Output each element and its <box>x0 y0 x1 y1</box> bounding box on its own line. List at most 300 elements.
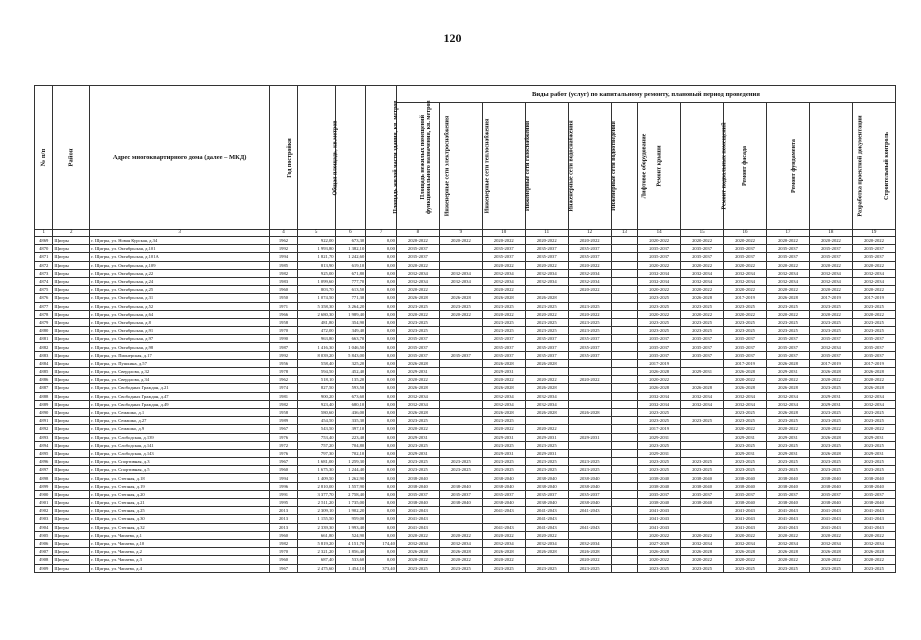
table-cell: г. Щигры, ул. Октябрьская, д.64 <box>90 310 270 318</box>
table-cell: 2035-2037 <box>568 351 611 359</box>
table-cell: 1987 <box>270 343 298 351</box>
table-cell: 2026-2028 <box>809 548 852 556</box>
table-cell: 2035-2037 <box>568 245 611 253</box>
table-cell: 2020-2022 <box>638 556 681 564</box>
table-cell: 2023-2025 <box>766 327 809 335</box>
column-number-cell: 16 <box>724 230 767 237</box>
table-cell: 2020-2022 <box>681 310 724 318</box>
table-cell: 757,20 <box>297 441 335 449</box>
table-cell: 2035-2037 <box>638 335 681 343</box>
table-cell: 2035-2037 <box>568 253 611 261</box>
table-cell: 2023-2025 <box>681 417 724 425</box>
table-cell <box>611 433 638 441</box>
table-cell: Щигры <box>53 433 90 441</box>
table-cell <box>611 564 638 572</box>
table-cell: 4872 <box>35 261 53 269</box>
table-cell: г. Щигры, ул. Спортивная, д.5 <box>90 466 270 474</box>
table-cell: 1962 <box>270 237 298 245</box>
table-cell: 2023-2025 <box>724 327 767 335</box>
table-cell: 2020-2022 <box>766 531 809 539</box>
table-row <box>35 253 896 261</box>
table-cell: 2035-2037 <box>852 343 895 351</box>
table-cell: 4880 <box>35 327 53 335</box>
table-cell: 2 475,60 <box>297 564 335 572</box>
header-work-type: Ремонт крыши <box>638 103 681 230</box>
table-cell <box>525 286 568 294</box>
table-cell: 1985 <box>270 261 298 269</box>
table-cell: 2023-2025 <box>568 318 611 326</box>
table-cell: 2035-2037 <box>852 490 895 498</box>
table-cell <box>439 408 482 416</box>
table-cell: 2038-2040 <box>681 499 724 507</box>
table-cell: 2023-2025 <box>482 302 525 310</box>
table-cell: 2026-2028 <box>724 384 767 392</box>
table-cell: Щигры <box>53 441 90 449</box>
table-cell: г. Щигры, ул. Свободных Граждан, д.49 <box>90 400 270 408</box>
table-cell <box>568 515 611 523</box>
table-cell: Щигры <box>53 245 90 253</box>
table-cell: 777,70 <box>335 277 366 285</box>
table-row <box>35 351 896 359</box>
table-cell: 2029-2031 <box>766 449 809 457</box>
table-cell: 2029-2031 <box>396 449 439 457</box>
table-cell: 2023-2025 <box>439 458 482 466</box>
table-cell: 2023-2025 <box>638 294 681 302</box>
header-number: № п/п <box>35 86 53 230</box>
table-cell: 2035-2037 <box>681 343 724 351</box>
table-cell: 2041-2043 <box>809 515 852 523</box>
table-cell: 2020-2022 <box>525 261 568 269</box>
table-cell: 0,00 <box>366 310 397 318</box>
table-cell: 2023-2025 <box>681 302 724 310</box>
table-cell: 2023-2025 <box>681 564 724 572</box>
table-row <box>35 466 896 474</box>
table-cell: 2013 <box>270 523 298 531</box>
table-cell: 2032-2034 <box>809 269 852 277</box>
table-cell: 2017-2019 <box>852 294 895 302</box>
table-cell: 2032-2034 <box>396 539 439 547</box>
table-cell: 2020-2022 <box>482 237 525 245</box>
table-cell: 3 264,20 <box>335 302 366 310</box>
table-cell: 2038-2040 <box>809 474 852 482</box>
table-cell: 1971 <box>270 302 298 310</box>
table-cell: 2032-2034 <box>396 392 439 400</box>
header-total-area: Общая площадь, кв.метров <box>297 86 335 230</box>
column-number-cell: 9 <box>439 230 482 237</box>
column-number-cell: 1 <box>35 230 53 237</box>
table-cell: 2029-2031 <box>852 433 895 441</box>
table-cell: 2032-2034 <box>525 400 568 408</box>
table-cell: г. Щигры, ул. Степная, д.18 <box>90 474 270 482</box>
header-work-type: Инженерные сети газоснабжения <box>482 103 525 230</box>
table-cell: 0,00 <box>366 368 397 376</box>
table-cell: 2041-2043 <box>482 523 525 531</box>
table-cell: 2032-2034 <box>525 392 568 400</box>
table-cell: 2023-2025 <box>568 564 611 572</box>
table-cell: г. Щигры, ул. Чапаева, д.2 <box>90 548 270 556</box>
table-cell: 2020-2022 <box>396 261 439 269</box>
table-cell: 2038-2040 <box>396 482 439 490</box>
table-cell: 2023-2025 <box>638 327 681 335</box>
table-cell: 2020-2022 <box>766 425 809 433</box>
table-cell: 2020-2022 <box>724 286 767 294</box>
table-cell: 2023-2025 <box>809 441 852 449</box>
table-cell: Щигры <box>53 327 90 335</box>
table-cell: Щигры <box>53 343 90 351</box>
table-cell <box>611 237 638 245</box>
column-number-cell: 4 <box>270 230 298 237</box>
table-cell: 2032-2034 <box>396 269 439 277</box>
table-row <box>35 499 896 507</box>
table-cell: 2038-2040 <box>439 499 482 507</box>
table-cell: 4906 <box>35 539 53 547</box>
table-cell: г. Щигры, ул. Октябрьская, д.98 <box>90 343 270 351</box>
table-cell: 4877 <box>35 302 53 310</box>
table-cell: 2023-2025 <box>525 327 568 335</box>
table-cell: 2035-2037 <box>439 351 482 359</box>
table-cell: 349,40 <box>335 327 366 335</box>
table-cell: 2026-2028 <box>396 548 439 556</box>
table-cell <box>611 548 638 556</box>
table-cell: 813,90 <box>297 261 335 269</box>
table-cell: 2020-2022 <box>482 376 525 384</box>
table-cell: г. Щигры, ул. Октябрьская, д.101 <box>90 245 270 253</box>
table-cell: 2023-2025 <box>809 327 852 335</box>
table-cell: 2026-2028 <box>766 359 809 367</box>
table-cell: 2023-2025 <box>852 458 895 466</box>
table-cell: 2020-2022 <box>852 531 895 539</box>
table-cell: 619,10 <box>335 261 366 269</box>
table-cell: 2029-2031 <box>766 368 809 376</box>
table-cell: 2032-2034 <box>809 277 852 285</box>
table-cell: 1960 <box>270 286 298 294</box>
table-cell: 2038-2040 <box>766 499 809 507</box>
table-cell: 593,50 <box>335 384 366 392</box>
table-cell: 2023-2025 <box>852 327 895 335</box>
table-cell: 2020-2022 <box>525 376 568 384</box>
table-cell <box>439 474 482 482</box>
table-cell: 4905 <box>35 531 53 539</box>
table-cell: 2038-2040 <box>525 482 568 490</box>
table-cell: 4907 <box>35 548 53 556</box>
table-cell: 1 155,50 <box>297 515 335 523</box>
table-cell: г. Щигры, ул. Чапаева, д.10 <box>90 539 270 547</box>
table-cell: 2020-2022 <box>568 237 611 245</box>
table-cell: 2020-2022 <box>724 556 767 564</box>
table-row <box>35 441 896 449</box>
table-cell: 2026-2028 <box>525 384 568 392</box>
table-cell <box>568 294 611 302</box>
table-cell: 2023-2025 <box>724 417 767 425</box>
table-row <box>35 286 896 294</box>
table-cell: 2026-2028 <box>396 408 439 416</box>
table-cell: Щигры <box>53 253 90 261</box>
table-cell: 2023-2025 <box>638 564 681 572</box>
table-cell: 2020-2022 <box>525 310 568 318</box>
table-cell: 2035-2037 <box>681 335 724 343</box>
table-cell: 2023-2025 <box>638 466 681 474</box>
table-cell: 2020-2022 <box>638 376 681 384</box>
table-cell: 1 821,70 <box>297 253 335 261</box>
table-row <box>35 294 896 302</box>
table-cell: 923,40 <box>297 400 335 408</box>
table-cell: 2035-2037 <box>525 351 568 359</box>
table-cell: 2032-2034 <box>724 269 767 277</box>
table-cell: 2032-2034 <box>681 392 724 400</box>
column-number-cell: 14 <box>638 230 681 237</box>
table-cell: 2029-2031 <box>482 449 525 457</box>
table-cell: 2020-2022 <box>852 286 895 294</box>
table-cell: г. Щигры, ул. Степная, д.25 <box>90 507 270 515</box>
table-cell: 2 680,30 <box>297 310 335 318</box>
table-cell: 1 099,60 <box>297 277 335 285</box>
table-cell <box>439 384 482 392</box>
column-number-cell: 8 <box>396 230 439 237</box>
table-row <box>35 425 896 433</box>
table-cell: 1994 <box>270 474 298 482</box>
table-cell: 2020-2022 <box>766 237 809 245</box>
table-row <box>35 449 896 457</box>
table-cell <box>681 359 724 367</box>
table-cell <box>439 376 482 384</box>
table-cell: Щигры <box>53 400 90 408</box>
table-cell: 174,40 <box>366 539 397 547</box>
table-cell: 4876 <box>35 294 53 302</box>
table-cell: 2038-2040 <box>482 499 525 507</box>
table-cell <box>439 449 482 457</box>
table-cell: 2035-2037 <box>525 245 568 253</box>
table-cell: 4900 <box>35 490 53 498</box>
table-cell: 454,50 <box>297 417 335 425</box>
table-cell: 4885 <box>35 368 53 376</box>
table-cell: 1 416,30 <box>297 343 335 351</box>
table-cell: 2041-2043 <box>525 523 568 531</box>
table-cell: 1956 <box>270 359 298 367</box>
column-number-cell: 13 <box>611 230 638 237</box>
table-cell: Щигры <box>53 556 90 564</box>
table-cell: 2023-2025 <box>568 327 611 335</box>
table-cell: 2038-2040 <box>681 482 724 490</box>
table-cell: 4891 <box>35 417 53 425</box>
header-work-type: Ремонт фасада <box>724 103 767 230</box>
table-cell: 4909 <box>35 564 53 572</box>
table-row <box>35 368 896 376</box>
table-cell: 2035-2037 <box>766 351 809 359</box>
table-cell: 2032-2034 <box>852 392 895 400</box>
table-cell: 0,00 <box>366 433 397 441</box>
table-row <box>35 482 896 490</box>
table-cell: 2026-2028 <box>766 384 809 392</box>
table-cell: 2038-2040 <box>396 474 439 482</box>
table-cell <box>439 523 482 531</box>
table-cell <box>611 539 638 547</box>
table-cell: г. Щигры, ул. Слободская, д.139 <box>90 433 270 441</box>
table-cell <box>611 302 638 310</box>
table-cell: 2023-2025 <box>638 408 681 416</box>
table-cell: 2023-2025 <box>396 327 439 335</box>
table-cell: г. Щигры, ул. Степная, д.19 <box>90 482 270 490</box>
table-cell: 2020-2022 <box>809 556 852 564</box>
table-cell: 2023-2025 <box>766 417 809 425</box>
table-row <box>35 523 896 531</box>
table-cell: 0,00 <box>366 548 397 556</box>
table-cell: 0,00 <box>366 261 397 269</box>
table-cell: г. Щигры, ул. Пушкина, д.57 <box>90 359 270 367</box>
table-cell: 2032-2034 <box>638 392 681 400</box>
table-cell: 2020-2022 <box>724 237 767 245</box>
table-cell: 2020-2022 <box>852 310 895 318</box>
table-cell: 1992 <box>270 245 298 253</box>
table-cell: 2026-2028 <box>396 384 439 392</box>
table-row <box>35 269 896 277</box>
table-cell: 0,00 <box>366 335 397 343</box>
table-cell: 2017-2019 <box>724 359 767 367</box>
table-cell: 2038-2040 <box>809 482 852 490</box>
table-cell: 2023-2025 <box>525 318 568 326</box>
table-cell: 2023-2025 <box>638 302 681 310</box>
table-cell: 1972 <box>270 441 298 449</box>
table-cell: 2020-2022 <box>766 310 809 318</box>
table-cell: 2020-2022 <box>568 310 611 318</box>
table-cell: 2023-2025 <box>852 408 895 416</box>
table-cell: 2026-2028 <box>525 548 568 556</box>
table-cell <box>611 507 638 515</box>
table-cell: 2035-2037 <box>482 490 525 498</box>
table-cell: 2023-2025 <box>525 458 568 466</box>
table-cell: 2038-2040 <box>681 474 724 482</box>
table-row <box>35 417 896 425</box>
table-cell: 702,10 <box>335 449 366 457</box>
table-row <box>35 548 896 556</box>
table-row <box>35 400 896 408</box>
table-cell: 0,00 <box>366 253 397 261</box>
table-cell: 2038-2040 <box>482 474 525 482</box>
column-number-cell: 10 <box>482 230 525 237</box>
table-cell: Щигры <box>53 523 90 531</box>
table-cell: 2029-2031 <box>852 449 895 457</box>
table-cell: 2035-2037 <box>809 253 852 261</box>
table-cell: Щигры <box>53 376 90 384</box>
table-cell: 1 242,60 <box>335 253 366 261</box>
table-row <box>35 261 896 269</box>
table-cell <box>439 368 482 376</box>
table-cell <box>439 441 482 449</box>
table-cell: 4904 <box>35 523 53 531</box>
table-row <box>35 302 896 310</box>
table-cell: 2020-2022 <box>396 531 439 539</box>
table-cell: 2032-2034 <box>396 400 439 408</box>
table-cell: 2023-2025 <box>525 441 568 449</box>
table-cell: 2041-2043 <box>809 523 852 531</box>
table-cell: 2032-2034 <box>439 269 482 277</box>
table-cell: 2023-2025 <box>681 466 724 474</box>
table-cell: 8 039,20 <box>297 351 335 359</box>
table-cell: 481,80 <box>297 318 335 326</box>
table-cell: 1991 <box>270 490 298 498</box>
table-cell: Щигры <box>53 286 90 294</box>
table-cell: 2020-2022 <box>568 556 611 564</box>
table-cell: г. Щигры, ул. Новая Курская, д.34 <box>90 237 270 245</box>
table-cell: г. Щигры, ул. Степная, д.30 <box>90 515 270 523</box>
table-cell: 2032-2034 <box>766 277 809 285</box>
table-cell: 1958 <box>270 318 298 326</box>
table-cell: 2035-2037 <box>396 253 439 261</box>
table-cell: 2038-2040 <box>482 482 525 490</box>
table-cell: 2 339,30 <box>297 523 335 531</box>
table-cell: 0,00 <box>366 466 397 474</box>
table-cell <box>568 417 611 425</box>
table-cell: 436,00 <box>335 408 366 416</box>
table-row <box>35 237 896 245</box>
table-cell: 2035-2037 <box>852 351 895 359</box>
table-cell: 1960 <box>270 556 298 564</box>
table-cell: 2035-2037 <box>525 343 568 351</box>
table-cell: Щигры <box>53 359 90 367</box>
table-cell <box>611 474 638 482</box>
table-cell: 0,00 <box>366 277 397 285</box>
header-year-built: Год постройки <box>270 86 298 230</box>
table-cell: 1 409,50 <box>297 474 335 482</box>
table-cell <box>611 466 638 474</box>
table-cell: г. Щигры, ул. Степная, д.32 <box>90 523 270 531</box>
table-cell: 2041-2043 <box>766 507 809 515</box>
table-cell: Щигры <box>53 548 90 556</box>
table-cell: 4871 <box>35 253 53 261</box>
table-cell: 2020-2022 <box>396 310 439 318</box>
table-cell: 0,00 <box>366 318 397 326</box>
table-cell: 1981 <box>270 392 298 400</box>
header-work-type: Разработка проектной документации <box>809 103 852 230</box>
table-cell <box>439 335 482 343</box>
table-cell: 1976 <box>270 433 298 441</box>
table-cell: 335,30 <box>335 417 366 425</box>
column-number-cell: 11 <box>525 230 568 237</box>
table-cell: 2026-2028 <box>525 408 568 416</box>
table-cell: Щигры <box>53 482 90 490</box>
table-cell: 2023-2025 <box>525 302 568 310</box>
table-cell: 2020-2022 <box>396 376 439 384</box>
table-cell: 753,40 <box>297 433 335 441</box>
table-cell: 4886 <box>35 376 53 384</box>
table-cell: 2032-2034 <box>852 400 895 408</box>
table-cell: 1 681,00 <box>297 458 335 466</box>
table-cell: 2032-2034 <box>852 277 895 285</box>
table-cell: 1 259,30 <box>335 458 366 466</box>
table-cell: 2029-2031 <box>724 433 767 441</box>
table-cell: 4890 <box>35 408 53 416</box>
table-cell: 2032-2034 <box>482 277 525 285</box>
table-cell <box>611 318 638 326</box>
table-cell: 4870 <box>35 245 53 253</box>
table-cell: 2041-2043 <box>482 507 525 515</box>
table-cell <box>681 507 724 515</box>
table-cell: 2032-2034 <box>638 400 681 408</box>
table-cell: 2035-2037 <box>724 253 767 261</box>
table-cell: 2026-2028 <box>482 384 525 392</box>
table-cell: 2023-2025 <box>852 441 895 449</box>
table-cell: 2020-2022 <box>568 286 611 294</box>
table-cell: 397,10 <box>335 425 366 433</box>
table-cell <box>611 441 638 449</box>
table-cell <box>439 359 482 367</box>
table-cell: 1992 <box>270 351 298 359</box>
table-cell: 4892 <box>35 425 53 433</box>
table-row <box>35 408 896 416</box>
table-cell: 2023-2025 <box>482 417 525 425</box>
table-cell <box>611 261 638 269</box>
table-cell: г. Щигры, ул. Чапаева, д.3 <box>90 556 270 564</box>
table-cell: 2020-2022 <box>852 425 895 433</box>
